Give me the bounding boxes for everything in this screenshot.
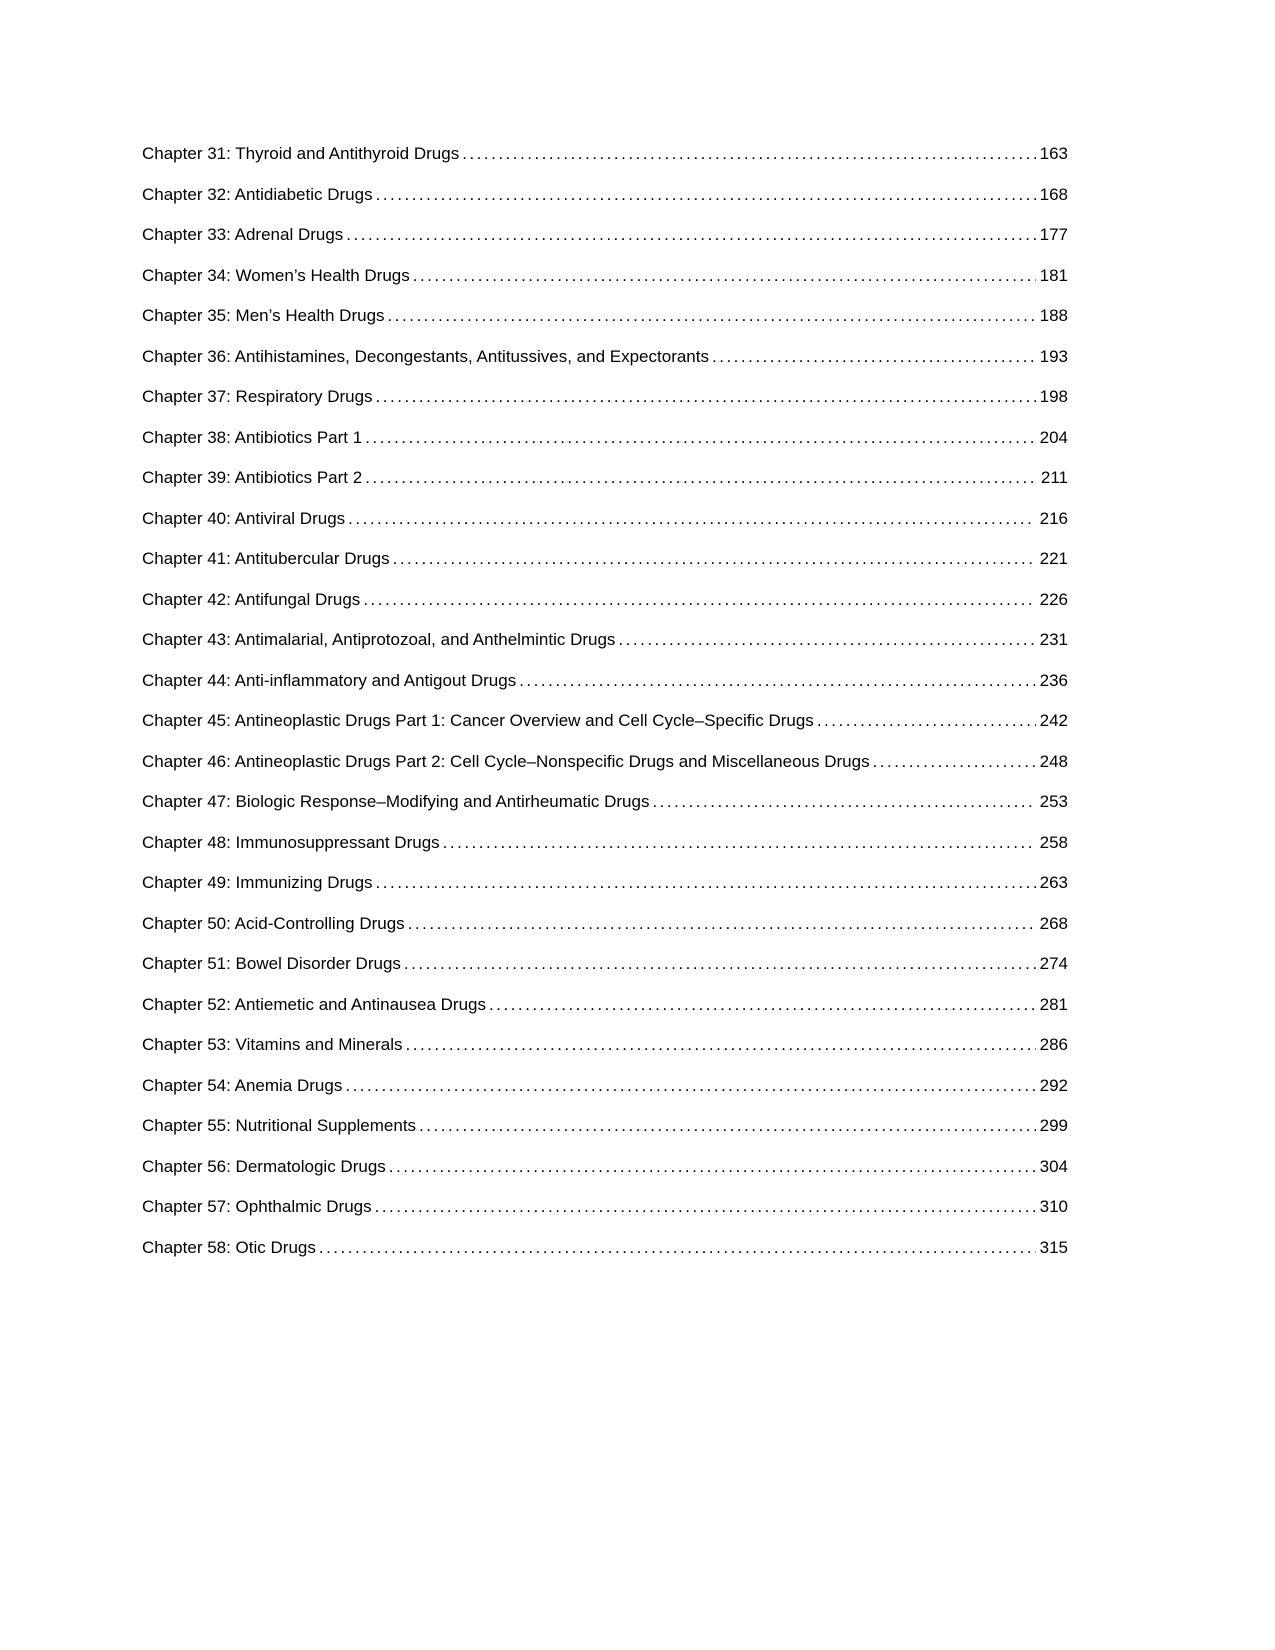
toc-entry-title: Chapter 57: Ophthalmic Drugs — [142, 1197, 372, 1216]
toc-leader-dots — [376, 863, 1036, 904]
toc-entry-page: 274 — [1039, 954, 1068, 973]
toc-entry-title: Chapter 42: Antifungal Drugs — [142, 589, 361, 609]
toc-leader-dots — [389, 1147, 1036, 1188]
toc-leader-dots — [348, 499, 1035, 540]
toc-entry-title: Chapter 44: Anti-inflammatory and Antigout Drugs — [142, 670, 517, 690]
toc-leader-dots — [365, 418, 1035, 459]
toc-entry — [142, 580, 1068, 621]
toc-leader-dots — [346, 215, 1035, 256]
toc-leader-dots — [462, 134, 1035, 175]
toc-leader-dots — [408, 904, 1036, 945]
toc-entry-page: 211 — [1040, 468, 1068, 487]
toc-leader-dots — [618, 620, 1035, 661]
toc-entry-page: 248 — [1039, 751, 1068, 771]
toc-entry-page: 310 — [1039, 1197, 1068, 1216]
toc-entry-title: Chapter 55: Nutritional Supplements — [142, 1116, 417, 1135]
toc-leader-dots — [345, 1066, 1035, 1107]
toc-entry-page: 263 — [1039, 873, 1068, 892]
toc-entry-title: Chapter 32: Antidiabetic Drugs — [142, 184, 373, 204]
toc-entry — [142, 539, 1068, 580]
toc-entry — [142, 175, 1068, 216]
toc-entry-page: 268 — [1039, 913, 1068, 933]
toc-entry-page: 253 — [1039, 792, 1068, 811]
toc-entry — [142, 661, 1068, 702]
toc-entry — [142, 1228, 1068, 1269]
toc-leader-dots — [873, 742, 1036, 783]
toc-entry — [142, 782, 1068, 823]
toc-entry — [142, 944, 1068, 985]
toc-entry — [142, 1147, 1068, 1188]
toc-entry-page: 216 — [1039, 508, 1068, 528]
toc-entry — [142, 256, 1068, 297]
toc-entry — [142, 1106, 1068, 1147]
toc-entry-page: 198 — [1039, 387, 1068, 406]
toc-entry-page: 168 — [1039, 184, 1068, 204]
toc-entry — [142, 377, 1068, 418]
toc-entry — [142, 458, 1068, 499]
toc-leader-dots — [443, 823, 1036, 864]
toc-entry-title: Chapter 48: Immunosuppressant Drugs — [142, 832, 440, 852]
toc-leader-dots — [376, 175, 1036, 216]
toc-entry — [142, 215, 1068, 256]
toc-entry-page: 177 — [1039, 225, 1068, 244]
toc-entry — [142, 1187, 1068, 1228]
toc-entry-title: Chapter 36: Antihistamines, Decongestants, Antitussives, and Expectorants — [142, 346, 709, 366]
toc-leader-dots — [489, 985, 1036, 1026]
toc-leader-dots — [319, 1228, 1036, 1269]
toc-leader-dots — [388, 296, 1036, 337]
toc-leader-dots — [652, 782, 1035, 823]
toc-entry — [142, 418, 1068, 459]
toc-entry-page: 292 — [1039, 1075, 1068, 1095]
toc-leader-dots — [419, 1106, 1036, 1147]
toc-entry-page: 304 — [1039, 1156, 1068, 1176]
toc-entry — [142, 701, 1068, 742]
toc-entry-page: 281 — [1039, 994, 1068, 1014]
toc-entry-page: 163 — [1039, 144, 1068, 163]
toc-entry — [142, 823, 1068, 864]
toc-entry-page: 315 — [1039, 1237, 1068, 1257]
toc-entry-title: Chapter 50: Acid-Controlling Drugs — [142, 913, 405, 933]
toc-leader-dots — [413, 256, 1036, 297]
toc-entry-title: Chapter 58: Otic Drugs — [142, 1237, 316, 1257]
toc-entry-page: 286 — [1039, 1035, 1068, 1054]
toc-entry — [142, 1066, 1068, 1107]
toc-entry-title: Chapter 41: Antitubercular Drugs — [142, 549, 390, 568]
toc-entry — [142, 499, 1068, 540]
toc-entry-title: Chapter 53: Vitamins and Minerals — [142, 1035, 403, 1054]
toc-entry-page: 226 — [1039, 589, 1068, 609]
toc-entry — [142, 985, 1068, 1026]
toc-entry — [142, 296, 1068, 337]
toc-leader-dots — [393, 539, 1036, 580]
toc-entry-title: Chapter 40: Antiviral Drugs — [142, 508, 346, 528]
toc-entry-page: 221 — [1039, 549, 1068, 568]
toc-leader-dots — [817, 701, 1036, 742]
toc-entry-page: 204 — [1039, 427, 1068, 447]
toc-entry — [142, 742, 1068, 783]
toc-entry-title: Chapter 52: Antiemetic and Antinausea Drugs — [142, 994, 486, 1014]
toc-leader-dots — [376, 377, 1036, 418]
toc-entry — [142, 1025, 1068, 1066]
toc-entry-page: 242 — [1039, 711, 1068, 730]
toc-leader-dots — [712, 337, 1036, 378]
toc-entry-title: Chapter 54: Anemia Drugs — [142, 1075, 343, 1095]
toc-entry — [142, 863, 1068, 904]
toc-entry-title: Chapter 43: Antimalarial, Antiprotozoal, and Anthelmintic Drugs — [142, 630, 616, 649]
toc-entry-title: Chapter 35: Men’s Health Drugs — [142, 306, 385, 325]
toc-leader-dots — [365, 458, 1037, 499]
toc-entry-page: 236 — [1039, 670, 1068, 690]
toc-entry-page: 181 — [1039, 265, 1068, 285]
toc-entry-title: Chapter 47: Biologic Response–Modifying and Antirheumatic Drugs — [142, 792, 650, 811]
toc-entry — [142, 134, 1068, 175]
toc-entry — [142, 620, 1068, 661]
toc-entry-title: Chapter 51: Bowel Disorder Drugs — [142, 954, 401, 973]
toc-entry-page: 258 — [1039, 832, 1068, 852]
toc-entry-title: Chapter 49: Immunizing Drugs — [142, 873, 373, 892]
toc-entry — [142, 904, 1068, 945]
toc-entry-title: Chapter 37: Respiratory Drugs — [142, 387, 373, 406]
toc-leader-dots — [375, 1187, 1036, 1228]
toc-entry-title: Chapter 45: Antineoplastic Drugs Part 1: Cancer Overview and Cell Cycle–Specific Drugs — [142, 711, 814, 730]
toc-entry-title: Chapter 33: Adrenal Drugs — [142, 225, 344, 244]
toc-entry-title: Chapter 38: Antibiotics Part 1 — [142, 427, 363, 447]
toc-entry-title: Chapter 46: Antineoplastic Drugs Part 2: Cell Cycle–Nonspecific Drugs and Miscellaneous Drugs — [142, 751, 870, 771]
toc-entry-title: Chapter 56: Dermatologic Drugs — [142, 1156, 386, 1176]
toc-leader-dots — [406, 1025, 1036, 1066]
toc-entry-page: 231 — [1039, 630, 1068, 649]
toc-entry-title: Chapter 39: Antibiotics Part 2 — [142, 468, 363, 487]
toc-entry-page: 299 — [1039, 1116, 1068, 1135]
toc-leader-dots — [404, 944, 1036, 985]
toc-entry — [142, 337, 1068, 378]
toc-entry-title: Chapter 31: Thyroid and Antithyroid Drugs — [142, 144, 460, 163]
toc-entry-title: Chapter 34: Women’s Health Drugs — [142, 265, 410, 285]
toc-entry-page: 193 — [1039, 346, 1068, 366]
toc-entry-page: 188 — [1039, 306, 1068, 325]
toc-leader-dots — [519, 661, 1035, 702]
toc-leader-dots — [363, 580, 1035, 621]
table-of-contents — [142, 134, 1068, 1268]
